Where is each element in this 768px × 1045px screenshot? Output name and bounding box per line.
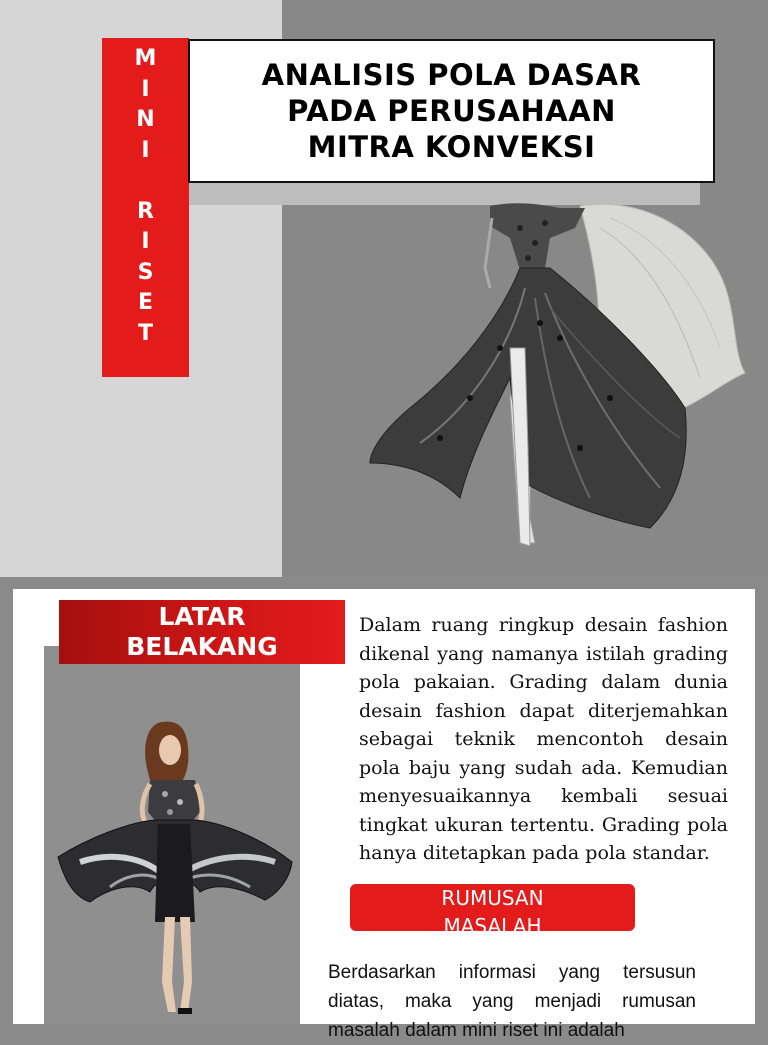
latar-belakang-text: Dalam ruang ringkup desain fashion dikenal yang namanya istilah grading pola pakaian. Grading dalam dunia desain fashion dapat diterjemahkan sebagai teknik mencontoh desain pola baju yang sudah ada. Kemudian menyesuaikannya kembali sesuai tingkat ukuran tertentu. Grading pola hanya ditetapkan pada pola standar.	[359, 614, 728, 864]
fashion-sketch-flared-dress-illustration	[50, 712, 295, 1024]
mini-riset-label: M I N I R I S E T	[134, 46, 157, 346]
title-box	[188, 39, 715, 183]
rumusan-masalah-text: Berdasarkan informasi yang tersusun diatas, maka yang menjadi rumusan masalah dalam mini riset ini adalah	[328, 962, 696, 1041]
fashion-sketch-gown-illustration	[350, 198, 750, 558]
latar-belakang-heading: LATAR BELAKANG	[59, 600, 345, 664]
rumusan-masalah-heading: RUMUSAN MASALAH	[350, 884, 635, 931]
mini-riset-vertical-banner	[102, 38, 189, 377]
page-title: ANALISIS POLA DASAR PADA PERUSAHAAN MITRA KONVEKSI	[261, 58, 642, 164]
